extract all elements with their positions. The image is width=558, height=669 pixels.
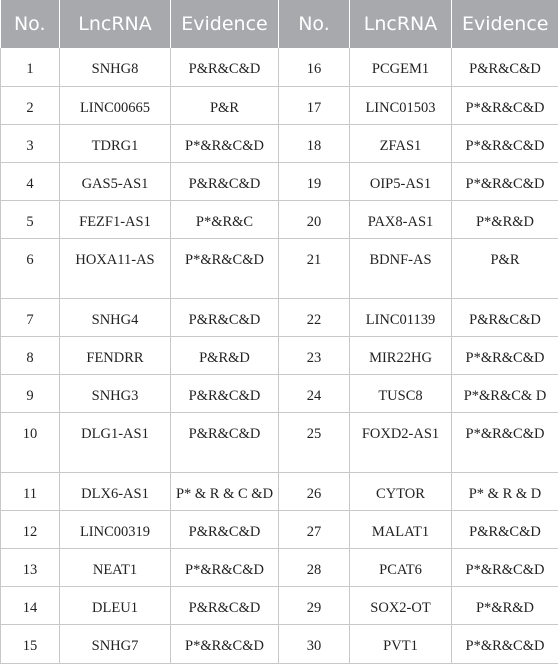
header-lncrna-2: LncRNA [350, 0, 452, 48]
table-header [1, 0, 558, 48]
table-row [1, 548, 558, 586]
cell-no-2: 22 [279, 298, 350, 336]
cell-evidence-2: P*&R&C&D [452, 624, 558, 663]
table-row [1, 124, 558, 162]
cell-evidence-2: P*&R&C&D [452, 548, 558, 586]
cell-evidence: P&R&C&D [171, 48, 279, 86]
table-row [1, 200, 558, 238]
cell-lncrna: DLX6-AS1 [60, 472, 171, 510]
cell-no-2: 28 [279, 548, 350, 586]
cell-evidence-2: P&R [452, 238, 558, 298]
cell-lncrna-2: OIP5-AS1 [350, 162, 452, 200]
table-row [1, 374, 558, 412]
cell-lncrna-2: CYTOR [350, 472, 452, 510]
cell-lncrna-2: TUSC8 [350, 374, 452, 412]
cell-evidence: P*&R&C&D [171, 624, 279, 663]
cell-evidence: P&R&C&D [171, 162, 279, 200]
header-evidence-2: Evidence [452, 0, 558, 48]
cell-no: 7 [1, 298, 60, 336]
cell-lncrna: SNHG3 [60, 374, 171, 412]
cell-lncrna: SNHG7 [60, 624, 171, 663]
cell-lncrna: NEAT1 [60, 548, 171, 586]
table-row [1, 48, 558, 86]
cell-evidence-2: P*&R&D [452, 586, 558, 624]
cell-evidence: P*&R&C&D [171, 238, 279, 298]
cell-no: 8 [1, 336, 60, 374]
cell-evidence-2: P*&R&C&D [452, 412, 558, 472]
cell-no-2: 30 [279, 624, 350, 663]
cell-lncrna-2: FOXD2-AS1 [350, 412, 452, 472]
cell-no-2: 20 [279, 200, 350, 238]
cell-no-2: 17 [279, 86, 350, 124]
cell-lncrna-2: ZFAS1 [350, 124, 452, 162]
cell-lncrna-2: PCAT6 [350, 548, 452, 586]
cell-evidence-2: P*&R&C&D [452, 162, 558, 200]
cell-lncrna: FEZF1-AS1 [60, 200, 171, 238]
cell-lncrna: LINC00665 [60, 86, 171, 124]
cell-lncrna: SNHG4 [60, 298, 171, 336]
cell-lncrna-2: LINC01139 [350, 298, 452, 336]
cell-evidence: P&R&C&D [171, 510, 279, 548]
header-evidence: Evidence [171, 0, 279, 48]
cell-no: 9 [1, 374, 60, 412]
table-row [1, 412, 558, 472]
cell-no: 13 [1, 548, 60, 586]
cell-evidence-2: P* & R & D [452, 472, 558, 510]
cell-evidence: P*&R&C [171, 200, 279, 238]
cell-no-2: 16 [279, 48, 350, 86]
cell-lncrna: DLG1-AS1 [60, 412, 171, 472]
cell-no: 2 [1, 86, 60, 124]
header-no: No. [1, 0, 60, 48]
cell-lncrna-2: MALAT1 [350, 510, 452, 548]
cell-evidence: P*&R&C&D [171, 124, 279, 162]
table-row [1, 586, 558, 624]
header-lncrna: LncRNA [60, 0, 171, 48]
cell-no-2: 21 [279, 238, 350, 298]
cell-lncrna-2: LINC01503 [350, 86, 452, 124]
cell-no: 11 [1, 472, 60, 510]
cell-evidence-2: P*&R&C&D [452, 86, 558, 124]
cell-lncrna: TDRG1 [60, 124, 171, 162]
cell-lncrna-2: SOX2-OT [350, 586, 452, 624]
cell-lncrna-2: PVT1 [350, 624, 452, 663]
cell-no: 6 [1, 238, 60, 298]
cell-evidence: P*&R&C&D [171, 548, 279, 586]
header-no-2: No. [279, 0, 350, 48]
cell-evidence: P* & R & C &D [171, 472, 279, 510]
cell-evidence-2: P*&R&D [452, 200, 558, 238]
cell-evidence-2: P*&R&C&D [452, 336, 558, 374]
cell-lncrna: HOXA11-AS [60, 238, 171, 298]
cell-lncrna: FENDRR [60, 336, 171, 374]
table-row [1, 472, 558, 510]
table-row [1, 336, 558, 374]
cell-no: 10 [1, 412, 60, 472]
cell-no-2: 26 [279, 472, 350, 510]
cell-no: 5 [1, 200, 60, 238]
cell-evidence-2: P&R&C&D [452, 48, 558, 86]
cell-evidence: P&R&C&D [171, 586, 279, 624]
cell-lncrna: LINC00319 [60, 510, 171, 548]
cell-evidence: P&R&C&D [171, 374, 279, 412]
table-row [1, 624, 558, 663]
cell-evidence-2: P*&R&C& D [452, 374, 558, 412]
table-row [1, 238, 558, 298]
cell-no-2: 24 [279, 374, 350, 412]
cell-no-2: 23 [279, 336, 350, 374]
table-body [1, 48, 558, 663]
cell-no: 1 [1, 48, 60, 86]
cell-no: 15 [1, 624, 60, 663]
cell-evidence-2: P&R&C&D [452, 298, 558, 336]
cell-no: 4 [1, 162, 60, 200]
cell-no-2: 27 [279, 510, 350, 548]
table-row [1, 86, 558, 124]
cell-evidence-2: P&R&C&D [452, 510, 558, 548]
cell-evidence: P&R&D [171, 336, 279, 374]
header-row [1, 0, 558, 48]
cell-lncrna: SNHG8 [60, 48, 171, 86]
cell-no-2: 19 [279, 162, 350, 200]
cell-no: 14 [1, 586, 60, 624]
table-row [1, 162, 558, 200]
cell-no-2: 25 [279, 412, 350, 472]
cell-lncrna-2: PAX8-AS1 [350, 200, 452, 238]
cell-lncrna-2: PCGEM1 [350, 48, 452, 86]
cell-lncrna-2: MIR22HG [350, 336, 452, 374]
cell-lncrna-2: BDNF-AS [350, 238, 452, 298]
cell-lncrna: GAS5-AS1 [60, 162, 171, 200]
cell-evidence: P&R [171, 86, 279, 124]
table-row [1, 298, 558, 336]
cell-lncrna: DLEU1 [60, 586, 171, 624]
cell-evidence: P&R&C&D [171, 412, 279, 472]
cell-evidence: P&R&C&D [171, 298, 279, 336]
cell-no-2: 18 [279, 124, 350, 162]
cell-no: 3 [1, 124, 60, 162]
cell-no-2: 29 [279, 586, 350, 624]
cell-no: 12 [1, 510, 60, 548]
table-row [1, 510, 558, 548]
cell-evidence-2: P*&R&C&D [452, 124, 558, 162]
